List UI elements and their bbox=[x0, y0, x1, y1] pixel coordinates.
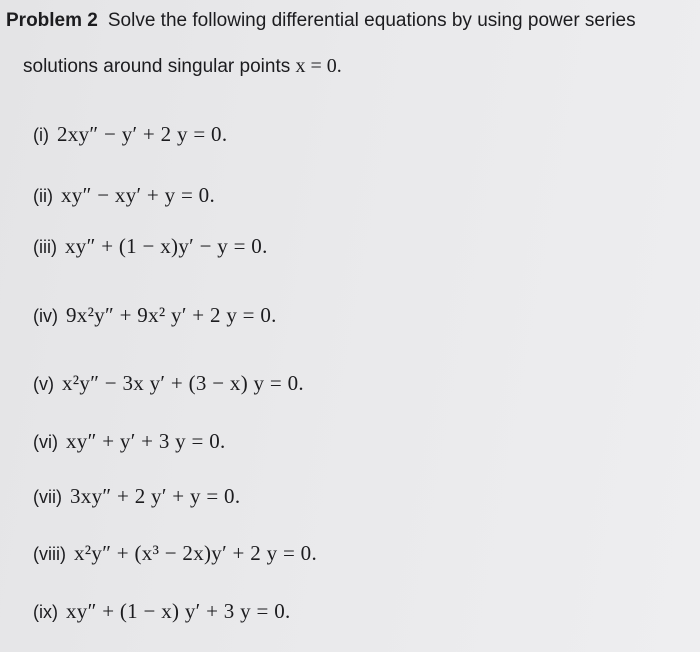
equation-expression: x²y″ + (x³ − 2x)y′ + 2 y = 0. bbox=[74, 541, 317, 565]
equation-ii bbox=[33, 183, 215, 208]
equation-label: (viii) bbox=[33, 544, 66, 564]
equation-expression: 3xy″ + 2 y′ + y = 0. bbox=[70, 484, 241, 508]
problem-header bbox=[6, 10, 636, 32]
equation-expression: xy″ + (1 − x)y′ − y = 0. bbox=[65, 234, 268, 258]
equation-expression: xy″ + y′ + 3 y = 0. bbox=[66, 429, 226, 453]
problem-label: Problem 2 bbox=[6, 10, 98, 31]
equation-label: (ii) bbox=[33, 186, 53, 206]
equation-ix bbox=[33, 599, 291, 624]
instruction-condition: x = 0. bbox=[295, 55, 342, 77]
equation-v bbox=[33, 371, 304, 396]
equation-label: (ix) bbox=[33, 602, 58, 622]
instruction-line-2-row bbox=[23, 55, 342, 78]
equation-label: (v) bbox=[33, 374, 54, 394]
equation-expression: xy″ + (1 − x) y′ + 3 y = 0. bbox=[66, 599, 291, 623]
equation-iv bbox=[33, 303, 277, 328]
instruction-line-2: solutions around singular points bbox=[23, 56, 291, 77]
equation-label: (vii) bbox=[33, 487, 62, 507]
equation-i bbox=[33, 122, 227, 147]
equation-label: (vi) bbox=[33, 432, 58, 452]
equation-expression: xy″ − xy′ + y = 0. bbox=[61, 183, 216, 207]
equation-expression: 9x²y″ + 9x² y′ + 2 y = 0. bbox=[66, 303, 277, 327]
equation-iii bbox=[33, 234, 268, 259]
equation-expression: x²y″ − 3x y′ + (3 − x) y = 0. bbox=[62, 371, 304, 395]
equation-expression: 2xy″ − y′ + 2 y = 0. bbox=[57, 122, 228, 146]
equation-vii bbox=[33, 484, 240, 509]
equation-label: (iii) bbox=[33, 237, 57, 257]
equation-viii bbox=[33, 541, 317, 566]
instruction-line-1: Solve the following differential equations by using power series bbox=[107, 10, 636, 31]
equation-label: (i) bbox=[33, 125, 49, 145]
equation-vi bbox=[33, 429, 226, 454]
equation-label: (iv) bbox=[33, 306, 58, 326]
